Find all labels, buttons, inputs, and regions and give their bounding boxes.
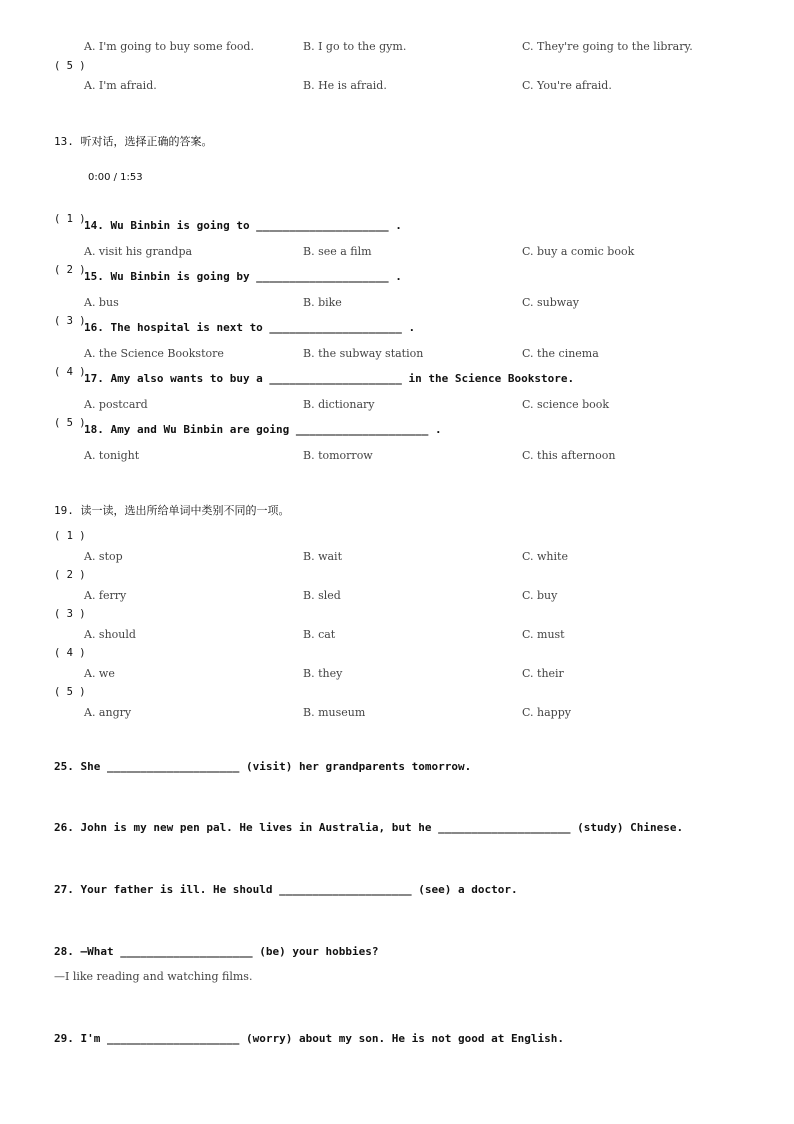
option-a[interactable]: A. I'm afraid. — [84, 79, 157, 92]
sub-question-number: ( 4 ) — [54, 366, 86, 378]
option-a[interactable]: A. postcard — [84, 398, 148, 411]
question-stem: 16. The hospital is next to ____________________ . — [84, 321, 416, 334]
option-c[interactable]: C. buy — [522, 589, 558, 602]
option-c[interactable]: C. science book — [522, 398, 610, 411]
option-b[interactable]: B. I go to the gym. — [303, 40, 407, 53]
option-c[interactable]: C. white — [522, 550, 568, 563]
fill-question-27: 27. Your father is ill. He should ____________________ (see) a doctor. — [54, 883, 518, 896]
fill-question-26: 26. John is my new pen pal. He lives in Australia, but he ____________________ (study) Chinese. — [54, 821, 684, 834]
option-b[interactable]: B. the subway station — [303, 347, 424, 360]
question-heading: 19. 读一读，选出所给单词中类别不同的一项。 — [54, 504, 290, 517]
option-c[interactable]: C. their — [522, 667, 564, 680]
option-c[interactable]: C. must — [522, 628, 565, 641]
option-a[interactable]: A. tonight — [84, 449, 140, 462]
option-a[interactable]: A. I'm going to buy some food. — [84, 40, 254, 53]
sub-question-number: ( 5 ) — [54, 686, 86, 698]
option-c[interactable]: C. subway — [522, 296, 579, 309]
audio-player-time[interactable]: 0:00 / 1:53 — [88, 172, 143, 183]
option-b[interactable]: B. wait — [303, 550, 342, 563]
sub-question-number: ( 3 ) — [54, 315, 86, 327]
option-a[interactable]: A. angry — [84, 706, 132, 719]
sub-question-number: ( 2 ) — [54, 264, 86, 276]
option-c[interactable]: C. happy — [522, 706, 571, 719]
fill-question-29: 29. I'm ____________________ (worry) about my son. He is not good at English. — [54, 1032, 564, 1045]
option-a[interactable]: A. should — [84, 628, 136, 641]
sub-question-number: ( 2 ) — [54, 569, 86, 581]
option-b[interactable]: B. they — [303, 667, 343, 680]
option-b[interactable]: B. museum — [303, 706, 366, 719]
fill-question-28: 28. —What ____________________ (be) your hobbies? — [54, 945, 379, 958]
option-a[interactable]: A. bus — [84, 296, 119, 309]
option-a[interactable]: A. visit his grandpa — [84, 245, 193, 258]
fill-question-28-answer: —I like reading and watching films. — [54, 970, 253, 983]
sub-question-number: ( 1 ) — [54, 530, 86, 542]
option-c[interactable]: C. You're afraid. — [522, 79, 612, 92]
option-a[interactable]: A. stop — [84, 550, 123, 563]
option-c[interactable]: C. this afternoon — [522, 449, 616, 462]
option-b[interactable]: B. tomorrow — [303, 449, 373, 462]
question-stem: 14. Wu Binbin is going to ____________________ . — [84, 219, 402, 232]
sub-question-number: ( 4 ) — [54, 647, 86, 659]
sub-question-number: ( 5 ) — [54, 60, 86, 72]
option-c[interactable]: C. buy a comic book — [522, 245, 635, 258]
question-stem: 15. Wu Binbin is going by ____________________ . — [84, 270, 402, 283]
option-c[interactable]: C. They're going to the library. — [522, 40, 693, 53]
option-b[interactable]: B. dictionary — [303, 398, 375, 411]
sub-question-number: ( 5 ) — [54, 417, 86, 429]
option-c[interactable]: C. the cinema — [522, 347, 599, 360]
option-b[interactable]: B. He is afraid. — [303, 79, 387, 92]
question-stem: 17. Amy also wants to buy a ____________________ in the Science Bookstore. — [84, 372, 575, 385]
option-b[interactable]: B. see a film — [303, 245, 372, 258]
sub-question-number: ( 1 ) — [54, 213, 86, 225]
option-a[interactable]: A. the Science Bookstore — [84, 347, 224, 360]
sub-question-number: ( 3 ) — [54, 608, 86, 620]
option-b[interactable]: B. cat — [303, 628, 336, 641]
question-heading: 13. 听对话，选择正确的答案。 — [54, 135, 213, 148]
question-stem: 18. Amy and Wu Binbin are going ____________________ . — [84, 423, 442, 436]
option-a[interactable]: A. we — [84, 667, 115, 680]
fill-question-25: 25. She ____________________ (visit) her grandparents tomorrow. — [54, 760, 472, 773]
option-b[interactable]: B. bike — [303, 296, 342, 309]
option-b[interactable]: B. sled — [303, 589, 341, 602]
option-a[interactable]: A. ferry — [84, 589, 127, 602]
